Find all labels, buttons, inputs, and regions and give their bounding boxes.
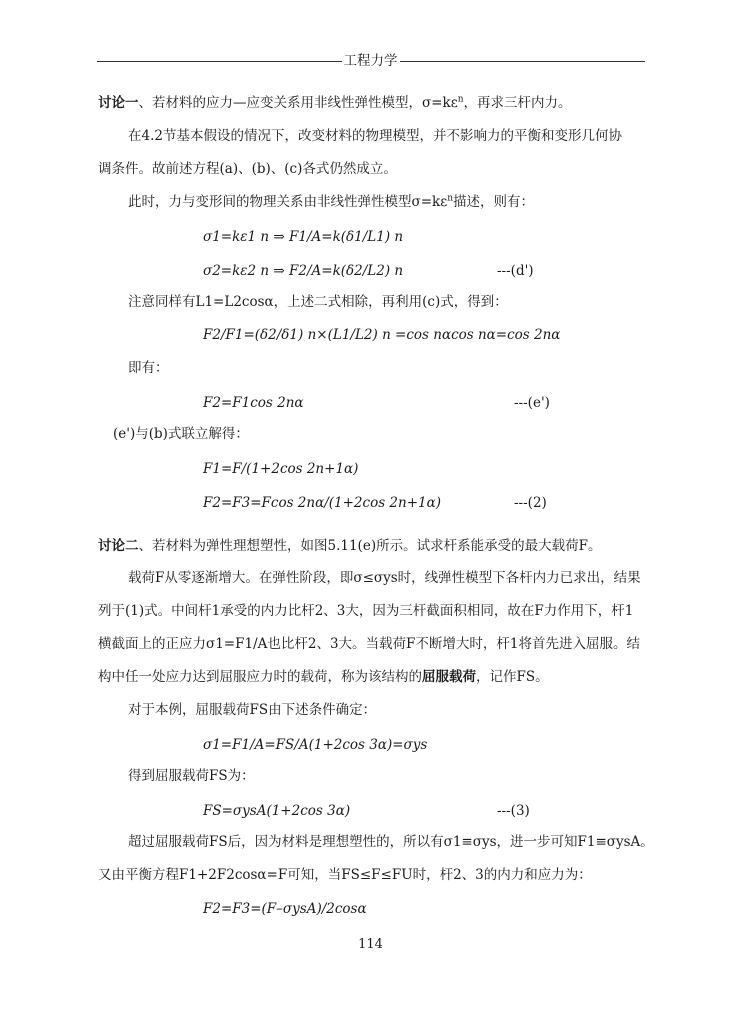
- equation-9: F2=F3=(F–σysA)/2cosα: [203, 901, 367, 917]
- equation-tag: ---(2): [514, 495, 547, 511]
- discussion1-text1: 、若材料的应力—应变关系用非线性弹性模型，σ=kε: [138, 95, 458, 111]
- running-header: [0, 52, 741, 70]
- paragraph-line: 即有：: [128, 360, 169, 376]
- equation-tag: ---(e'): [514, 395, 550, 411]
- equation-2: σ2=kε2 n ⇒ F2/A=k(δ2/L2) n: [203, 263, 404, 279]
- term-yield-load: 屈服载荷: [422, 669, 476, 685]
- paragraph-line: 列于(1)式。中间杆1承受的内力比杆2、3大，因为三杆截面积相同，故在F力作用下，杆1: [98, 603, 634, 619]
- paragraph-line: 注意同样有L1=L2cosα，上述二式相除，再利用(c)式，得到：: [128, 294, 508, 310]
- p1-l4c: ，记作FS。: [476, 669, 549, 685]
- equation-7: σ1=F1/A=FS/A(1+2cos 3α)=σys: [203, 737, 428, 753]
- paragraph-line: 横截面上的正应力σ1=F1/A也比杆2、3大。当载荷F不断增大时，杆1将首先进入屈服。结: [98, 636, 641, 652]
- equation-tag: ---(d'): [497, 263, 534, 279]
- paragraph-line: 对于本例，屈服载荷FS由下述条件确定：: [128, 702, 377, 718]
- discussion2-heading-line: [98, 537, 601, 555]
- discussion2-heading: 讨论二: [98, 538, 139, 554]
- paragraph-line: 又由平衡方程F1+2F2cosα=F可知，当FS≤F≤FU时，杆2、3的内力和应力为：: [98, 867, 592, 883]
- paragraph-line: 调条件。故前述方程(a)、(b)、(c)各式仍然成立。: [98, 161, 397, 177]
- paragraph-line: [98, 668, 549, 686]
- paragraph-line: [128, 193, 534, 211]
- para2-tail: 描述，则有：: [453, 194, 534, 210]
- p1-l4a: 构中任一处应力达到屈服应力时的载荷，称为该结构的: [98, 669, 422, 685]
- header-rule-right: [400, 61, 645, 62]
- equation-5: F1=F/(1+2cos 2n+1α): [203, 461, 359, 477]
- equation-6: F2=F3=Fcos 2nα/(1+2cos 2n+1α): [203, 495, 441, 511]
- paragraph-line: 超过屈服载荷FS后，因为材料是理想塑性的，所以有σ1≡σys，进一步可知F1≡σysA。: [128, 834, 654, 850]
- paragraph-line: 载荷F从零逐渐增大。在弹性阶段，即σ≤σys时，线弹性模型下各杆内力已求出，结果: [128, 570, 641, 586]
- paragraph-line: (e')与(b)式联立解得：: [113, 426, 249, 442]
- paragraph-line: 在4.2节基本假设的情况下，改变材料的物理模型，并不影响力的平衡和变形几何协: [128, 128, 622, 144]
- discussion1-heading-line: [98, 94, 572, 112]
- equation-3: F2/F1=(δ2/δ1) n×(L1/L2) n =cos nαcos nα=cos 2nα: [203, 327, 561, 343]
- para2-sup: n: [447, 193, 453, 204]
- equation-8: FS=σysA(1+2cos 3α): [203, 803, 351, 819]
- paragraph-line: 得到屈服载荷FS为：: [128, 768, 255, 784]
- discussion1-heading: 讨论一: [98, 95, 139, 111]
- equation-tag: ---(3): [497, 803, 530, 819]
- discussion1-sup: n: [457, 94, 464, 105]
- header-rule-left: [97, 61, 342, 62]
- discussion2-text: 、若材料为弹性理想塑性，如图5.11(e)所示。试求杆系能承受的最大载荷F。: [138, 538, 602, 554]
- equation-1: σ1=kε1 n ⇒ F1/A=k(δ1/L1) n: [203, 229, 404, 245]
- discussion1-text2: ，再求三杆内力。: [463, 95, 572, 111]
- para2-text: 此时，力与变形间的物理关系由非线性弹性模型σ=kε: [128, 194, 448, 210]
- page-number: 114: [358, 937, 383, 952]
- header-title: 工程力学: [343, 53, 398, 69]
- equation-4: F2=F1cos 2nα: [203, 395, 304, 411]
